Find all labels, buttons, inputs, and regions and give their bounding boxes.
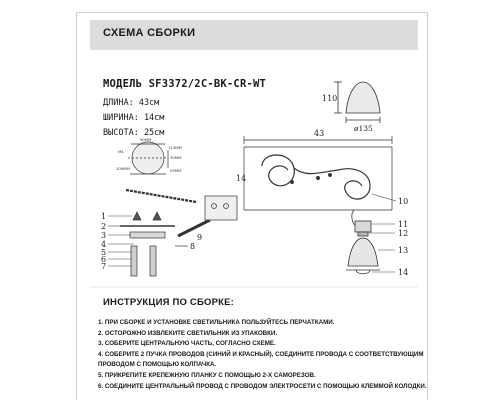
front-view-drawing bbox=[244, 136, 392, 210]
instruction-step: 1. ПРИ СБОРКЕ И УСТАНОВКЕ СВЕТИЛЬНИКА ПОЛЬЗУЙТЕСЬ ПЕРЧАТКАМИ. bbox=[98, 319, 335, 326]
callout-13: 13 bbox=[398, 246, 409, 255]
callout-10: 10 bbox=[398, 197, 409, 206]
callout-11: 11 bbox=[398, 220, 409, 229]
spec-width: ШИРИНА: 14см bbox=[103, 113, 165, 123]
dim-shade-diameter: ø135 bbox=[354, 124, 373, 133]
callout-9: 9 bbox=[197, 233, 203, 242]
bracket-label-mid: 30MM bbox=[170, 155, 182, 160]
exploded-assembly-drawing bbox=[120, 196, 237, 276]
instruction-step: 5. ПРИКРЕПИТЕ КРЕПЕЖНУЮ ПЛАНКУ С ПОМОЩЬЮ 2-Х САМОРЕЗОВ. bbox=[98, 371, 316, 379]
callout-12: 12 bbox=[398, 229, 409, 238]
socket-shade-drawing bbox=[346, 210, 380, 274]
bracket-label-m: M4 bbox=[118, 149, 124, 154]
instruction-step: ПРОВОДОМ С ПОМОЩЬЮ КОЛПАЧКА. bbox=[98, 361, 217, 369]
dim-front-length: 43 bbox=[314, 129, 325, 138]
bracket-label-right-top: 115MM bbox=[168, 145, 182, 150]
shade-top-drawing bbox=[334, 82, 380, 123]
dim-shade-height: 110 bbox=[322, 94, 338, 103]
instruction-step: 2. ОСТОРОЖНО ИЗВЛЕКИТЕ СВЕТИЛЬНИК ИЗ УПАКОВКИ. bbox=[98, 329, 278, 337]
callout-1: 1 bbox=[101, 212, 107, 221]
bracket-label-top: 90MM bbox=[140, 137, 152, 142]
page-title: СХЕМА СБОРКИ bbox=[103, 27, 196, 39]
instructions-list bbox=[98, 318, 427, 392]
bracket-label-bottom-left: 100MM bbox=[116, 166, 130, 171]
callout-8: 8 bbox=[190, 242, 196, 251]
instruction-step: 3. СОБЕРИТЕ ЦЕНТРАЛЬНУЮ ЧАСТЬ, СОГЛАСНО СХЕМЕ. bbox=[98, 340, 276, 348]
left-leaders bbox=[108, 216, 134, 266]
bracket-drawing bbox=[126, 142, 196, 202]
instruction-step: 6. СОЕДИНИТЕ ЦЕНТРАЛЬНЫЙ ПРОВОД С ПРОВОДОМ ЭЛЕКТРОСЕТИ С ПОМОЩЬЮ КЛЕММОЙ КОЛОДКИ. bbox=[98, 382, 427, 390]
spec-height: ВЫСОТА: 25см bbox=[103, 128, 165, 138]
dim-front-depth: 14 bbox=[236, 174, 247, 183]
instructions-title: ИНСТРУКЦИЯ ПО СБОРКЕ: bbox=[103, 297, 235, 308]
callout-4: 4 bbox=[101, 240, 107, 249]
callout-6: 6 bbox=[101, 255, 107, 264]
bracket-label-right-bottom: 55MM bbox=[170, 168, 182, 173]
callout-2: 2 bbox=[101, 222, 107, 231]
callout-14: 14 bbox=[398, 268, 409, 277]
model-line: МОДЕЛЬ SF3372/2C-BK-CR-WT bbox=[103, 78, 267, 90]
callout-3: 3 bbox=[101, 231, 107, 240]
callout-7: 7 bbox=[101, 262, 107, 271]
instruction-step: 4. СОБЕРИТЕ 2 ПУЧКА ПРОВОДОВ (СИНИЙ И КРАСНЫЙ), СОЕДИНИТЕ ПРОВОДА С СООТВЕТСТВУЮЩИМ bbox=[98, 350, 424, 358]
spec-length: ДЛИНА: 43см bbox=[103, 98, 160, 108]
callout-5: 5 bbox=[101, 248, 107, 257]
